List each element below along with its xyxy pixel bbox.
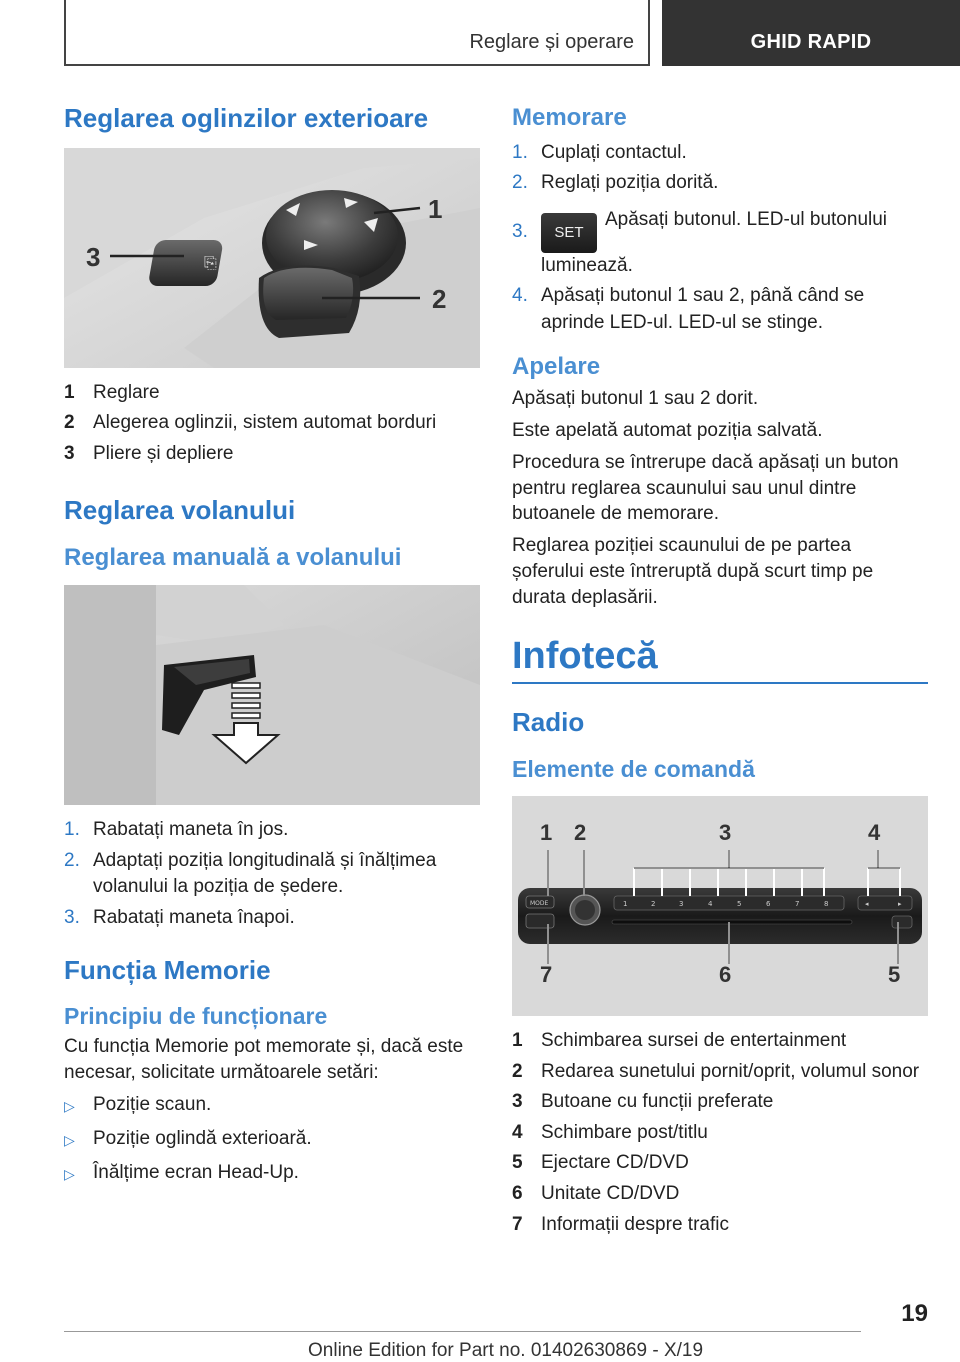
svg-text:⎘: ⎘ (204, 252, 217, 272)
legend-num: 2 (512, 1060, 523, 1082)
step-text: Reglați poziția dorită. (541, 172, 719, 194)
step-text: Adaptați poziția longitudinală și înălțimea volanului la poziția de ședere. (93, 849, 437, 898)
legend-item (512, 1212, 928, 1239)
step-item (512, 170, 928, 197)
step-num: 1. (512, 141, 528, 163)
legend-item (64, 441, 480, 468)
mirror-controls-figure (64, 148, 480, 368)
preset-buttons (614, 896, 844, 910)
header-section-title (64, 0, 650, 66)
legend-item (512, 1059, 928, 1086)
legend-item (512, 1028, 928, 1055)
radio-controls-figure (512, 796, 928, 1016)
step-num: 4. (512, 285, 528, 307)
step-num: 3. (64, 906, 80, 928)
recall-para: Este apelată automat poziția salvată. (512, 419, 823, 441)
preset-8: 8 (824, 900, 829, 909)
step-text: Rabatați maneta înapoi. (93, 906, 295, 928)
preset-6: 6 (766, 900, 771, 909)
memory-subtitle: Principiu de funcționare (64, 1003, 328, 1030)
footer-edition: Online Edition for Part no. 01402630869 - X/19 (308, 1340, 704, 1361)
legend-item (512, 1089, 928, 1116)
step-text: Rabatați maneta în jos. (93, 819, 289, 841)
legend-num: 6 (512, 1183, 523, 1205)
legend-num: 7 (512, 1213, 523, 1235)
tab-label: GHID RAPID (750, 31, 872, 53)
step-num: 2. (512, 172, 528, 194)
legend-num: 4 (512, 1121, 523, 1143)
infotainment-title: Infotecă (512, 635, 928, 684)
legend-item (64, 410, 480, 437)
step-item (64, 905, 480, 932)
mirror-controls-illustration (64, 148, 480, 368)
step-text: Cuplați contactul. (541, 141, 687, 163)
steering-subtitle: Reglarea manuală a volanului (64, 543, 402, 571)
svg-text:▸: ▸ (898, 900, 902, 909)
triangle-bullet-icon: ▷ (64, 1097, 75, 1114)
panel-mode-text: MODE (530, 900, 549, 908)
mirrors-legend (64, 380, 480, 468)
legend-text: Redarea sunetului pornit/oprit, volumul sonor (541, 1060, 920, 1082)
preset-3: 3 (679, 900, 684, 909)
recall-para: Procedura se întrerupe dacă apăsați un buton pentru reglarea scaunului sau unul dintre butoanele de memorare. (512, 451, 899, 525)
legend-item (512, 1150, 928, 1177)
store-steps (512, 140, 928, 337)
step-text: Apăsați butonul 1 sau 2, până când se aprinde LED-ul. LED-ul se stinge. (541, 285, 865, 333)
legend-num: 1 (512, 1030, 523, 1052)
steering-title: Reglarea volanului (64, 494, 296, 525)
step-num: 3. (512, 220, 528, 242)
mirrors-title: Reglarea oglinzilor exterioare (64, 103, 429, 133)
fig3-label-4: 4 (868, 820, 881, 846)
step-item (512, 140, 928, 167)
store-title: Memorare (512, 104, 627, 131)
steering-lever-figure (64, 585, 480, 805)
radio-panel-illustration (512, 796, 928, 1016)
memory-intro: Cu funcția Memorie pot memorate și, dacă este necesar, solicitate următoarele setări: (64, 1035, 464, 1083)
legend-text: Alegerea oglinzii, sistem automat borduri (93, 412, 437, 434)
footer-divider (64, 1331, 861, 1332)
legend-num: 3 (64, 443, 75, 465)
triangle-bullet-icon: ▷ (64, 1131, 75, 1148)
recall-title: Apelare (512, 352, 601, 380)
fig3-label-1: 1 (540, 820, 553, 846)
fig3-label-7: 7 (540, 962, 553, 988)
fig3-label-5: 5 (888, 962, 901, 988)
step-text: Apăsați butonul. LED-ul butonului luminează. (541, 208, 888, 276)
step-item (64, 817, 480, 844)
legend-text: Schimbarea sursei de entertainment (541, 1030, 847, 1052)
legend-num: 5 (512, 1152, 523, 1174)
preset-4: 4 (708, 900, 713, 909)
memory-bullets (64, 1092, 480, 1188)
step-item (64, 848, 480, 901)
preset-7: 7 (795, 900, 800, 909)
memory-title: Funcția Memorie (64, 954, 271, 985)
fig1-label-2: 2 (432, 283, 447, 314)
bullet-item (64, 1092, 480, 1120)
step-num: 2. (64, 849, 80, 871)
step-num: 1. (64, 819, 80, 841)
fig3-label-6: 6 (719, 962, 732, 988)
legend-item (512, 1181, 928, 1208)
legend-text: Ejectare CD/DVD (541, 1152, 689, 1174)
svg-text:◂: ◂ (865, 900, 869, 909)
legend-num: 1 (64, 381, 75, 403)
fig1-label-3: 3 (86, 241, 101, 272)
preset-5: 5 (737, 900, 742, 909)
preset-2: 2 (651, 900, 656, 909)
preset-1: 1 (623, 900, 628, 909)
left-column (64, 96, 480, 1194)
steering-steps (64, 817, 480, 931)
legend-text: Reglare (93, 381, 160, 403)
bullet-text: Poziție scaun. (93, 1093, 212, 1115)
recall-para: Apăsați butonul 1 sau 2 dorit. (512, 388, 759, 410)
legend-item (512, 1120, 928, 1147)
fig3-label-3: 3 (719, 820, 732, 846)
fig3-label-2: 2 (574, 820, 587, 846)
bullet-item (64, 1126, 480, 1154)
triangle-bullet-icon: ▷ (64, 1165, 75, 1182)
legend-text: Informații despre trafic (541, 1213, 729, 1235)
controls-subtitle: Elemente de comandă (512, 755, 755, 782)
bullet-text: Poziție oglindă exterioară. (93, 1127, 312, 1149)
legend-text: Schimbare post/titlu (541, 1121, 708, 1143)
radio-title: Radio (512, 706, 585, 737)
recall-para: Reglarea poziției scaunului de pe partea șoferului este întreruptă după scurt timp pe durata deplasării. (512, 535, 874, 608)
quick-guide-tab[interactable] (662, 0, 960, 66)
bullet-item (64, 1160, 480, 1188)
legend-item (64, 380, 480, 407)
radio-legend (512, 1028, 928, 1238)
fig1-label-1: 1 (428, 193, 443, 224)
steering-lever-illustration (64, 585, 480, 805)
section-title-text: Reglare și operare (469, 31, 634, 53)
legend-num: 3 (512, 1091, 523, 1113)
legend-text: Unitate CD/DVD (541, 1183, 680, 1205)
legend-text: Butoane cu funcții preferate (541, 1091, 774, 1113)
legend-text: Pliere și depliere (93, 443, 234, 465)
step-item (512, 207, 928, 280)
step-text-wrap (541, 207, 928, 280)
legend-num: 2 (64, 412, 75, 434)
step-item (512, 283, 928, 336)
set-button-icon: SET (541, 213, 597, 253)
page-number: 19 (901, 1300, 928, 1327)
bullet-text: Înălțime ecran Head-Up. (93, 1161, 299, 1183)
right-column (512, 96, 928, 1242)
